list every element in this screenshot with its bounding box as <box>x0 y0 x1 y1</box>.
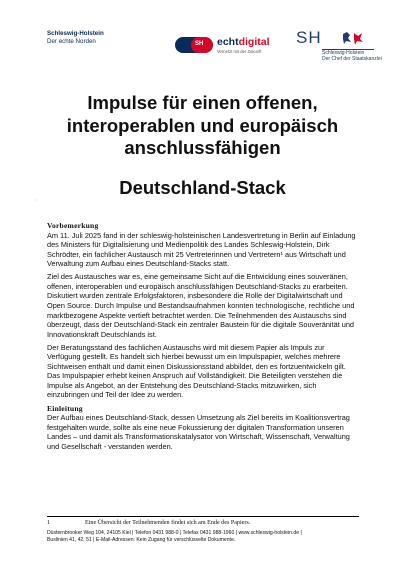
sh-letters: SH <box>296 28 322 47</box>
echtdigital-badge-text: SH <box>195 41 204 47</box>
title-line2: interoperablen und europäisch <box>66 114 339 136</box>
paragraph-4: Der Aufbau eines Deutschland-Stack, dessen Umsetzung als Ziel bereits im Koalitionsvertrag festgehalten wurde, sollte als eine neue Fokussierung der digitalen Transformation unseren Landes – und damit als Transformationskatalysator von Wirtschaft, Wissenschaft, Verwaltung und Gesellschaft - verstanden werden. <box>47 413 350 451</box>
title-line3: anschlussfähigen <box>124 137 281 158</box>
footnote-divider <box>47 516 359 517</box>
footnote-number: 1 <box>47 520 51 526</box>
title-line1: Impulse für einen offenen, <box>87 92 318 113</box>
section-heading-einleitung: Einleitung <box>47 403 83 413</box>
page-footer <box>47 530 367 544</box>
echtdigital-name-a: echt <box>217 36 239 48</box>
echtdigital-tagline: Vernetzt mit der Zukunft <box>217 49 262 54</box>
echtdigital-name-b: digital <box>238 36 270 48</box>
coat-of-arms-icon <box>341 30 365 48</box>
logo-right-line2: Der Chef der Staatskanzlei <box>322 56 382 62</box>
document-subtitle: Deutschland-Stack <box>119 177 286 198</box>
schleswig-holstein-logo <box>47 30 104 46</box>
footer-line2: Buslinien 41, 42, 51 | E-Mail-Adressen: Kein Zugang für verschlüsselte Dokumente. <box>47 537 236 543</box>
footnote <box>47 520 359 527</box>
document-body <box>47 221 359 455</box>
paragraph-3: Der Beratungsstand des fachlichen Austauschs wird mit diesem Papier als Impuls zur Verfügung gestellt. Es handelt sich hierbei bewusst um ein Impulspapier, welches mehrere Sichtweisen enthält und damit einen Diskussionsstand abbildet, den es fortzuentwickeln gilt. Das Impulspapier erhebt keinen Anspruch auf Vollständigkeit. Die Beteiligten verstehen die Impulse als Angebot, an der Entstehung des Deutschland-Stacks mitzuwirken, sich einzubringen und Teil der Idee zu werden. <box>47 342 346 400</box>
footer-line1: Düsternbrooker Weg 104, 24105 Kiel | Telefon 0431 988-0 | Telefax 0431 988-1960 | www.schleswig-holstein.de | <box>47 530 302 536</box>
echtdigital-badge-icon <box>175 37 213 53</box>
echtdigital-name <box>217 36 270 48</box>
footnote-text: Eine Übersicht der Teilnehmenden findet sich am Ende des Papiers. <box>85 520 251 526</box>
logo-left-line1: Schleswig-Holstein <box>47 30 104 37</box>
echtdigital-logo <box>175 34 275 56</box>
staatskanzlei-logo <box>296 28 382 62</box>
stray-mark: ` <box>36 200 38 206</box>
logo-right-text <box>322 50 382 62</box>
document-title <box>0 92 405 160</box>
logo-left-line2: Der echte Norden <box>47 38 96 45</box>
paragraph-1: Am 11. Juli 2025 fand in der schleswig-holsteinischen Landesvertretung in Berlin auf Einladung des Ministers für Digitalisierung und Medienpolitik des Landes Schleswig-Holstein, Dirk Schrödter, ein fachlicher Austausch mit 25 Vertreterinnen und Vertretern¹ aus Wirtschaft und Verwaltung zum Aufbau eines Deutschland-Stacks statt. <box>47 230 356 269</box>
logo-right-line1: Schleswig-Holstein <box>322 50 365 56</box>
paragraph-2: Ziel des Austausches war es, eine gemeinsame Sicht auf die Entwicklung eines souveränen, offenen, interoperablen und europäisch anschlussfähigen Deutschland-Stacks zu erarbeiten. Diskutiert wurden zentrale Erfolgsfaktoren, insbesondere die Rolle der Digitalwirtschaft und Open Source. Durch Impulse und Bestandsaufnahmen konnten technologische, rechtliche und marktbezogene Aspekte vertieft betrachtet werden. Die Teilnehmenden des Austauschs sind überzeugt, dass der Deutschland-Stack ein zentraler Baustein für die digitale Souveränität und Innovationskraft Deutschlands ist. <box>47 272 355 339</box>
section-heading-vorbemerkung: Vorbemerkung <box>47 221 99 230</box>
